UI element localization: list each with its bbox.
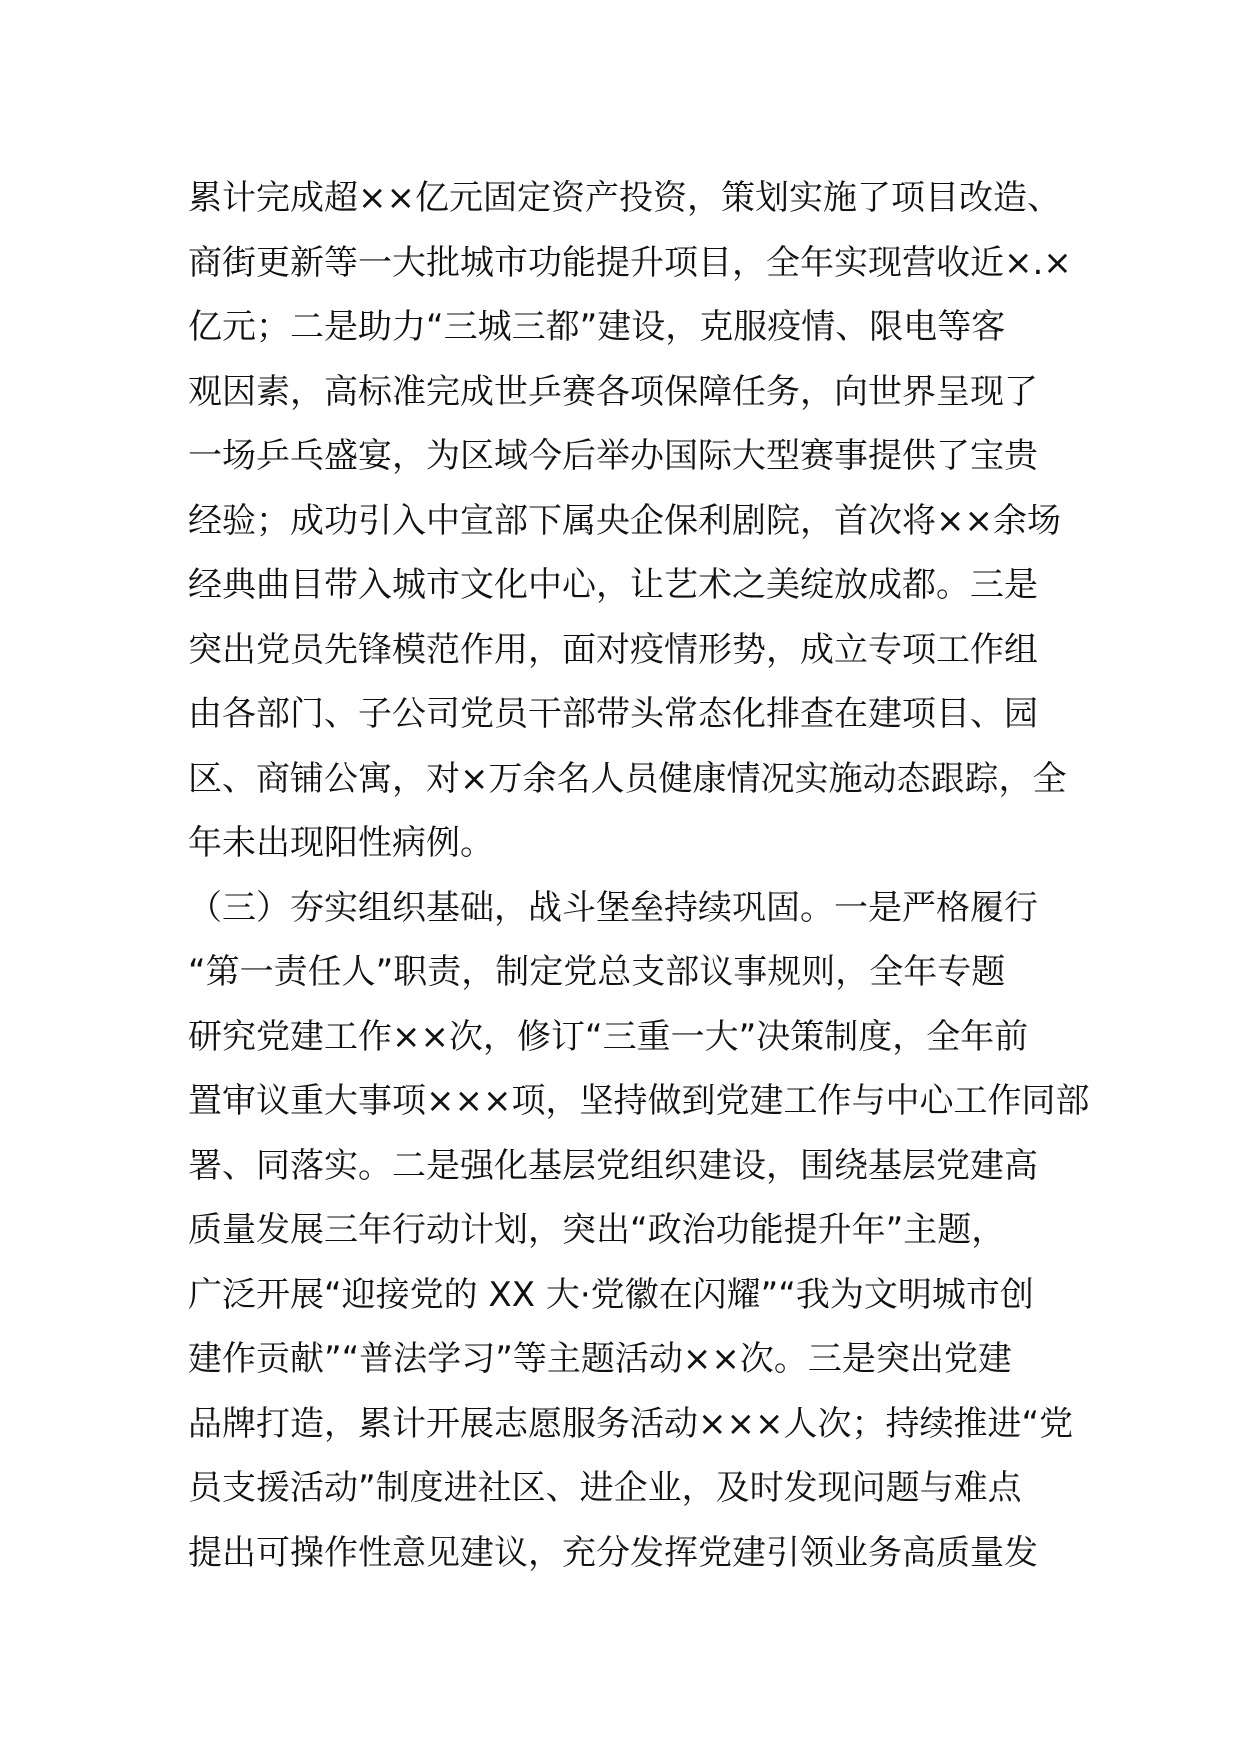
text-line: 区、商铺公寓，对×万余名人员健康情况实施动态跟踪，全 [188,758,1067,799]
text-line: 提出可操作性意见建议，充分发挥党建引领业务高质量发 [188,1532,1038,1573]
text-line: 品牌打造，累计开展志愿服务活动×××人次；持续推进“党 [188,1403,1074,1444]
text-line: 质量发展三年行动计划，突出“政治功能提升年”主题， [188,1210,1006,1250]
text-line: 建作贡献”“普法学习”等主题活动××次。三是突出党建 [188,1339,1012,1379]
text-line: 观因素，高标准完成世乒赛各项保障任务，向世界呈现了 [188,371,1038,412]
text-line: 广泛开展“迎接党的 XX 大·党徽在闪耀”“我为文明城市创 [188,1274,1034,1315]
text-line: 置审议重大事项×××项，坚持做到党建工作与中心工作同部 [188,1081,1090,1121]
text-line: “第一责任人”职责，制定党总支部议事规则，全年专题 [188,952,1006,992]
text-line: 员支援活动”制度进社区、进企业，及时发现问题与难点 [188,1468,1022,1508]
text-line: 累计完成超××亿元固定资产投资，策划实施了项目改造、 [188,178,1061,218]
text-line: 经典曲目带入城市文化中心，让艺术之美绽放成都。三是 [188,565,1038,605]
text-line: 亿元；二是助力“三城三都”建设，克服疫情、限电等客 [188,307,1006,347]
text-line: 经验；成功引入中宣部下属央企保利剧院，首次将××余场 [188,500,1061,541]
text-line: 一场乒乓盛宴，为区域今后举办国际大型赛事提供了宝贵 [188,436,1038,476]
text-line: 研究党建工作××次，修订“三重一大”决策制度，全年前 [188,1016,1029,1057]
section-heading-line: （三）夯实组织基础，战斗堡垒持续巩固。一是严格履行 [188,887,1038,928]
text-line: 突出党员先锋模范作用，面对疫情形势，成立专项工作组 [188,629,1038,670]
body-text [188,166,1090,1585]
text-line: 商街更新等一大批城市功能提升项目，全年实现营收近×.× [188,242,1072,283]
text-line: 由各部门、子公司党员干部带头常态化排查在建项目、园 [188,694,1038,734]
text-line: 年未出现阳性病例。 [188,823,494,863]
text-line: 署、同落实。二是强化基层党组织建设，围绕基层党建高 [188,1145,1038,1186]
